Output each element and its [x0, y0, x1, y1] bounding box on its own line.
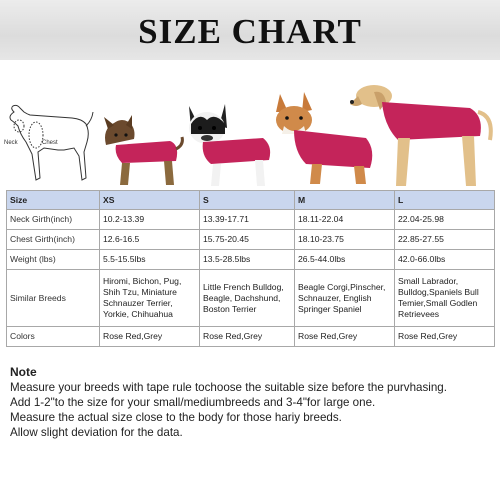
l-dog-photo [350, 82, 495, 190]
note-line: Add 1-2"to the size for your small/mediumbreeds and 3-4"for large one. [10, 396, 376, 409]
table-row [7, 250, 495, 270]
table-cell: 42.0-66.0lbs [395, 250, 495, 270]
table-cell: 22.85-27.55 [395, 230, 495, 250]
table-cell: 18.10-23.75 [295, 230, 395, 250]
table-header-cell: Size [7, 191, 100, 210]
table-header-cell: S [200, 191, 295, 210]
table-cell: 13.39-17.71 [200, 210, 295, 230]
table-cell: Rose Red,Grey [395, 327, 495, 347]
table-cell: Little French Bulldog, Beagle, Dachshund, Boston Terrier [200, 270, 295, 327]
table-cell: 13.5-28.5lbs [200, 250, 295, 270]
neck-label: Neck [4, 140, 18, 146]
table-cell: 18.11-22.04 [295, 210, 395, 230]
table-row-label: Weight (lbs) [7, 250, 100, 270]
table-cell: 10.2-13.39 [100, 210, 200, 230]
table-cell: Rose Red,Grey [295, 327, 395, 347]
table-cell: Rose Red,Grey [200, 327, 295, 347]
table-row-label: Similar Breeds [7, 270, 100, 327]
table-cell: Rose Red,Grey [100, 327, 200, 347]
table-row [7, 230, 495, 250]
photo-band [0, 60, 500, 190]
note-line: Measure your breeds with tape rule tochoose the suitable size before the purvhasing. [10, 381, 447, 394]
chest-label: Chest [42, 140, 58, 146]
table-row-label: Neck Girth(inch) [7, 210, 100, 230]
xs-dog-photo [100, 115, 184, 190]
note-section [10, 365, 494, 440]
table-header-cell: L [395, 191, 495, 210]
table-header-cell: XS [100, 191, 200, 210]
s-dog-photo [185, 98, 275, 190]
note-line: Allow slight deviation for the data. [10, 426, 183, 439]
table-row-label: Colors [7, 327, 100, 347]
note-line: Measure the actual size close to the body for those hariy breeds. [10, 411, 342, 424]
table-cell: 26.5-44.0lbs [295, 250, 395, 270]
table-row [7, 327, 495, 347]
table-row-label: Chest Girth(inch) [7, 230, 100, 250]
table-cell: Small Labrador, Bulldog,Spaniels Bull Temier,Small Godlen Retrievees [395, 270, 495, 327]
table-cell: 5.5-15.5lbs [100, 250, 200, 270]
table-cell: Hiromi, Bichon, Pug, Shih Tzu, Miniature Schnauzer Terrier, Yorkie, Chihuahua [100, 270, 200, 327]
page-title: SIZE CHART [138, 12, 362, 51]
table-cell: 22.04-25.98 [395, 210, 495, 230]
note-title: Note [10, 365, 37, 379]
size-table [6, 190, 495, 347]
table-cell: 12.6-16.5 [100, 230, 200, 250]
table-row [7, 270, 495, 327]
table-cell: 15.75-20.45 [200, 230, 295, 250]
table-row [7, 210, 495, 230]
table-cell: Beagle Corgi,Pinscher, Schnauzer, English Springer Spaniel [295, 270, 395, 327]
table-header-row [7, 191, 495, 210]
table-header-cell: M [295, 191, 395, 210]
